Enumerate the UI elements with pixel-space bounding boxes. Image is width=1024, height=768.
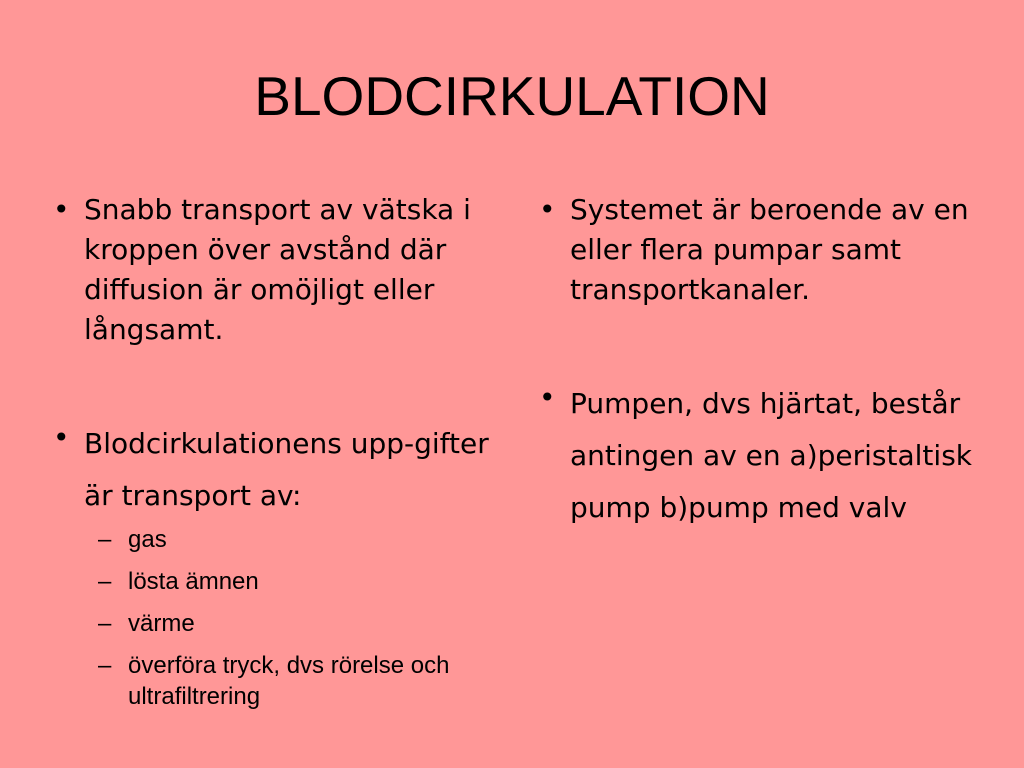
- bullet-glyph: •: [539, 193, 556, 226]
- sub-list-item-text: värme: [128, 610, 195, 637]
- bullet-item: [47, 190, 517, 350]
- sub-list-item-text: överföra tryck, dvs rörelse och ultrafiltrering: [128, 652, 450, 710]
- sub-list-item-text: lösta ämnen: [128, 568, 259, 595]
- right-column: [533, 190, 1003, 534]
- left-column: [47, 190, 517, 712]
- bullet-glyph: •: [53, 193, 70, 226]
- dash-glyph: –: [98, 652, 112, 679]
- dash-glyph: –: [98, 610, 112, 637]
- sub-list-item: [98, 524, 517, 555]
- bullet-item: [533, 190, 1003, 310]
- bullet-text: Systemet är beroende av en eller flera pumpar samt transportkanaler.: [570, 193, 969, 306]
- dash-glyph: –: [98, 526, 112, 553]
- bullet-glyph: •: [53, 421, 70, 454]
- sub-list-item-text: gas: [128, 526, 167, 553]
- bullet-item: [533, 378, 1003, 534]
- sub-list-item: [98, 650, 517, 712]
- bullet-text: Pumpen, dvs hjärtat, består antingen av en a)peristaltisk pump b)pump med valv: [570, 387, 972, 524]
- sub-list: [47, 524, 517, 712]
- bullet-text: Snabb transport av vätska i kroppen över avstånd där diffusion är omöjligt eller långsamt.: [84, 193, 471, 346]
- slide-title: BLODCIRKULATION: [254, 65, 770, 127]
- sub-list-item: [98, 608, 517, 639]
- dash-glyph: –: [98, 568, 112, 595]
- bullet-item: [47, 418, 517, 522]
- bullet-glyph: •: [539, 381, 556, 414]
- sub-list-item: [98, 566, 517, 597]
- bullet-text: Blodcirkulationens upp-gifter är transport av:: [84, 427, 489, 512]
